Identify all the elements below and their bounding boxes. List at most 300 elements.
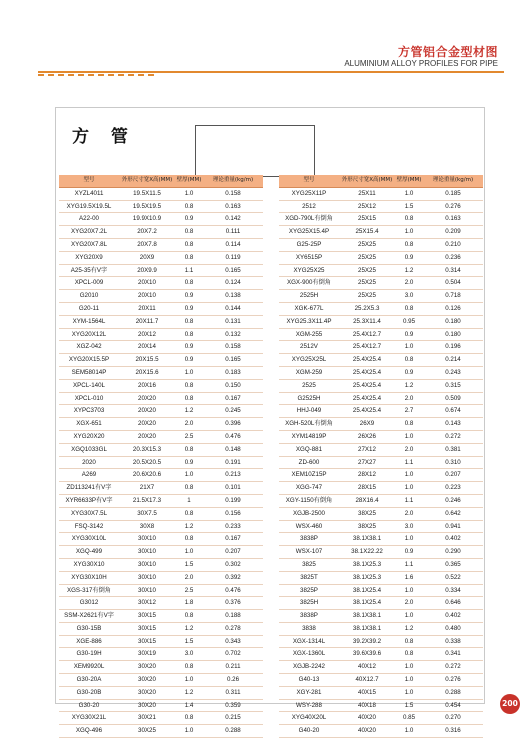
table-row bbox=[279, 366, 483, 379]
col-header-size: 外形尺寸宽X高(MM) bbox=[339, 175, 395, 187]
cell-model: XYG25.3X11.4P bbox=[279, 315, 339, 328]
cell-size: 30X7.5 bbox=[119, 507, 175, 520]
cell-size: 30X20 bbox=[119, 686, 175, 699]
cell-model: XYG30X10 bbox=[59, 558, 119, 571]
spec-table-right bbox=[279, 175, 483, 738]
cell-weight: 0.941 bbox=[423, 520, 483, 533]
cell-weight: 0.183 bbox=[203, 366, 263, 379]
cell-weight: 0.150 bbox=[203, 379, 263, 392]
cell-model: 3825 bbox=[279, 558, 339, 571]
cell-size: 25.4X25.4 bbox=[339, 354, 395, 367]
cell-thickness: 0.8 bbox=[175, 238, 203, 251]
table-row bbox=[279, 405, 483, 418]
cell-model: WSY-288 bbox=[279, 699, 339, 712]
content-panel bbox=[55, 107, 485, 735]
cell-model: XYZL4011 bbox=[59, 187, 119, 200]
cell-size: 19.5X19.5 bbox=[119, 200, 175, 213]
cell-size: 40X18 bbox=[339, 699, 395, 712]
cell-size: 27X27 bbox=[339, 456, 395, 469]
table-row bbox=[279, 507, 483, 520]
cell-size: 25X25 bbox=[339, 277, 395, 290]
cell-model: XEM9920L bbox=[59, 661, 119, 674]
cell-thickness: 1.0 bbox=[175, 469, 203, 482]
cell-model: XYM14819P bbox=[279, 430, 339, 443]
cell-model: G25-25P bbox=[279, 238, 339, 251]
table-row bbox=[59, 187, 263, 200]
table-row bbox=[59, 712, 263, 725]
table-row bbox=[279, 456, 483, 469]
cell-model: ZD113241有V字 bbox=[59, 482, 119, 495]
cell-model: XEM10Z15P bbox=[279, 469, 339, 482]
cell-model: 3825T bbox=[279, 571, 339, 584]
cell-weight: 0.207 bbox=[423, 469, 483, 482]
cell-weight: 0.191 bbox=[203, 456, 263, 469]
cell-thickness: 1.0 bbox=[395, 430, 423, 443]
cell-thickness: 1.2 bbox=[175, 622, 203, 635]
table-row bbox=[59, 635, 263, 648]
cell-size: 25.4X25.4 bbox=[339, 392, 395, 405]
cell-thickness: 1.0 bbox=[395, 482, 423, 495]
cell-size: 25X15 bbox=[339, 213, 395, 226]
cell-thickness: 1.1 bbox=[395, 494, 423, 507]
cell-weight: 0.278 bbox=[203, 622, 263, 635]
cell-weight: 0.343 bbox=[203, 635, 263, 648]
cell-size: 40X15 bbox=[339, 686, 395, 699]
table-row bbox=[279, 648, 483, 661]
cell-weight: 0.341 bbox=[423, 648, 483, 661]
cell-model: XYG30X10L bbox=[59, 533, 119, 546]
table-row bbox=[59, 648, 263, 661]
cell-size: 25.2X5.3 bbox=[339, 302, 395, 315]
table-row bbox=[279, 584, 483, 597]
cell-size: 21X7 bbox=[119, 482, 175, 495]
cell-thickness: 3.0 bbox=[395, 520, 423, 533]
table-row bbox=[279, 379, 483, 392]
cell-size: 20X10 bbox=[119, 277, 175, 290]
cell-thickness: 3.0 bbox=[395, 290, 423, 303]
cell-size: 26X9 bbox=[339, 418, 395, 431]
cell-size: 25X11 bbox=[339, 187, 395, 200]
cell-model: XGJB-2500 bbox=[279, 507, 339, 520]
table-row bbox=[59, 200, 263, 213]
cell-weight: 0.131 bbox=[203, 315, 263, 328]
table-row bbox=[59, 610, 263, 623]
table-row bbox=[279, 622, 483, 635]
cell-thickness: 0.85 bbox=[395, 712, 423, 725]
cell-thickness: 0.8 bbox=[395, 354, 423, 367]
table-row bbox=[59, 469, 263, 482]
cell-weight: 0.209 bbox=[423, 226, 483, 239]
table-row bbox=[59, 674, 263, 687]
cell-thickness: 0.9 bbox=[175, 456, 203, 469]
col-header-model: 型号 bbox=[279, 175, 339, 187]
cell-weight: 0.381 bbox=[423, 443, 483, 456]
cell-weight: 0.165 bbox=[203, 264, 263, 277]
cell-size: 20X20 bbox=[119, 418, 175, 431]
cell-model: XYG30X21L bbox=[59, 712, 119, 725]
cell-size: 28X15 bbox=[339, 482, 395, 495]
cell-model: 2525H bbox=[279, 290, 339, 303]
cell-size: 20X20 bbox=[119, 430, 175, 443]
cell-model: 2020 bbox=[59, 456, 119, 469]
cell-thickness: 1.2 bbox=[175, 520, 203, 533]
cell-size: 30X10 bbox=[119, 558, 175, 571]
cell-model: G40-20 bbox=[279, 725, 339, 738]
table-row bbox=[59, 482, 263, 495]
cell-model: XYG25X11P bbox=[279, 187, 339, 200]
cell-model: XY6515P bbox=[279, 251, 339, 264]
table-row bbox=[279, 277, 483, 290]
cell-size: 20X12 bbox=[119, 328, 175, 341]
cell-thickness: 1.0 bbox=[395, 226, 423, 239]
cell-size: 30X19 bbox=[119, 648, 175, 661]
table-row bbox=[279, 418, 483, 431]
cell-size: 20X10 bbox=[119, 290, 175, 303]
cell-thickness: 2.0 bbox=[395, 277, 423, 290]
cell-model: G2525H bbox=[279, 392, 339, 405]
cell-thickness: 0.8 bbox=[395, 302, 423, 315]
cell-weight: 0.119 bbox=[203, 251, 263, 264]
cell-thickness: 0.8 bbox=[175, 328, 203, 341]
cell-weight: 0.114 bbox=[203, 238, 263, 251]
cell-size: 28X16.4 bbox=[339, 494, 395, 507]
table-row bbox=[279, 469, 483, 482]
cell-size: 25X15.4 bbox=[339, 226, 395, 239]
cell-model: XYG20X20 bbox=[59, 430, 119, 443]
table-row bbox=[59, 558, 263, 571]
cell-thickness: 1.0 bbox=[395, 725, 423, 738]
cell-thickness: 0.9 bbox=[395, 366, 423, 379]
table-header-row bbox=[279, 175, 483, 187]
cell-thickness: 1.2 bbox=[395, 622, 423, 635]
cell-weight: 0.272 bbox=[423, 430, 483, 443]
table-row bbox=[279, 213, 483, 226]
table-row bbox=[59, 238, 263, 251]
cell-size: 20X11 bbox=[119, 302, 175, 315]
cell-model: 2512 bbox=[279, 200, 339, 213]
cell-model: XGX-651 bbox=[59, 418, 119, 431]
cell-size: 20X20 bbox=[119, 392, 175, 405]
table-row bbox=[279, 302, 483, 315]
cell-size: 30X10 bbox=[119, 584, 175, 597]
cell-model: A25-35有V字 bbox=[59, 264, 119, 277]
cell-weight: 0.142 bbox=[203, 213, 263, 226]
cell-size: 27X12 bbox=[339, 443, 395, 456]
cell-model: XGM-255 bbox=[279, 328, 339, 341]
table-row bbox=[59, 597, 263, 610]
cell-weight: 0.233 bbox=[203, 520, 263, 533]
cell-weight: 0.646 bbox=[423, 597, 483, 610]
table-row bbox=[279, 610, 483, 623]
cell-model: XGH-520L有倒角 bbox=[279, 418, 339, 431]
cell-thickness: 2.0 bbox=[395, 597, 423, 610]
cell-size: 20X15.5 bbox=[119, 354, 175, 367]
cell-size: 20X7.8 bbox=[119, 238, 175, 251]
table-row bbox=[59, 546, 263, 559]
cell-weight: 0.509 bbox=[423, 392, 483, 405]
cell-model: XGM-259 bbox=[279, 366, 339, 379]
cell-thickness: 0.8 bbox=[395, 238, 423, 251]
cell-size: 38.1X38.1 bbox=[339, 533, 395, 546]
cell-model: XGG-747 bbox=[279, 482, 339, 495]
cell-thickness: 2.0 bbox=[395, 392, 423, 405]
cell-size: 30X10 bbox=[119, 533, 175, 546]
cell-model: XYG25X25L bbox=[279, 354, 339, 367]
section-title: 方 管 bbox=[72, 127, 136, 147]
cell-weight: 0.148 bbox=[203, 443, 263, 456]
cell-size: 25.4X12.7 bbox=[339, 341, 395, 354]
cell-model: XYR6633P有V字 bbox=[59, 494, 119, 507]
cell-weight: 0.480 bbox=[423, 622, 483, 635]
cell-size: 30X10 bbox=[119, 546, 175, 559]
table-row bbox=[279, 674, 483, 687]
cell-thickness: 0.8 bbox=[395, 418, 423, 431]
cell-model: 2525 bbox=[279, 379, 339, 392]
cell-thickness: 0.9 bbox=[175, 213, 203, 226]
table-row bbox=[279, 520, 483, 533]
table-row bbox=[279, 571, 483, 584]
cell-weight: 0.101 bbox=[203, 482, 263, 495]
cell-model: 2512V bbox=[279, 341, 339, 354]
cell-weight: 0.376 bbox=[203, 597, 263, 610]
cell-weight: 0.270 bbox=[423, 712, 483, 725]
cell-size: 20X11.7 bbox=[119, 315, 175, 328]
cell-thickness: 1.8 bbox=[175, 597, 203, 610]
cell-model: XGZ-042 bbox=[59, 341, 119, 354]
table-row bbox=[279, 546, 483, 559]
cell-model: XYG20X7.2L bbox=[59, 226, 119, 239]
cell-weight: 0.315 bbox=[423, 379, 483, 392]
cell-model: XYG20X15.5P bbox=[59, 354, 119, 367]
cell-model: XGQ-496 bbox=[59, 725, 119, 738]
cell-thickness: 1.1 bbox=[395, 558, 423, 571]
cell-weight: 0.276 bbox=[423, 674, 483, 687]
cell-weight: 0.211 bbox=[203, 661, 263, 674]
cell-model: XGQ1033GL bbox=[59, 443, 119, 456]
cell-thickness: 0.8 bbox=[175, 379, 203, 392]
cell-model: 3838P bbox=[279, 533, 339, 546]
cell-model: G2010 bbox=[59, 290, 119, 303]
cell-model: A269 bbox=[59, 469, 119, 482]
cell-size: 20X9 bbox=[119, 251, 175, 264]
table-row bbox=[279, 354, 483, 367]
header-rule bbox=[38, 71, 504, 73]
cell-model: G20-11 bbox=[59, 302, 119, 315]
cell-size: 21.5X17.3 bbox=[119, 494, 175, 507]
table-row bbox=[59, 251, 263, 264]
cell-size: 25.4X25.4 bbox=[339, 405, 395, 418]
table-row bbox=[59, 392, 263, 405]
table-row bbox=[279, 238, 483, 251]
cell-size: 20X15.6 bbox=[119, 366, 175, 379]
table-row bbox=[59, 430, 263, 443]
cell-model: 3825H bbox=[279, 597, 339, 610]
cell-weight: 0.310 bbox=[423, 456, 483, 469]
cell-thickness: 2.0 bbox=[175, 418, 203, 431]
cell-thickness: 1.4 bbox=[175, 699, 203, 712]
cell-thickness: 0.9 bbox=[395, 546, 423, 559]
table-row bbox=[59, 520, 263, 533]
cell-weight: 0.138 bbox=[203, 290, 263, 303]
cell-size: 20X16 bbox=[119, 379, 175, 392]
cell-size: 25X25 bbox=[339, 290, 395, 303]
cell-model: WSX-107 bbox=[279, 546, 339, 559]
cell-size: 38.1X22.22 bbox=[339, 546, 395, 559]
cell-size: 19.5X11.5 bbox=[119, 187, 175, 200]
cell-weight: 0.476 bbox=[203, 584, 263, 597]
cell-weight: 0.718 bbox=[423, 290, 483, 303]
cell-thickness: 0.8 bbox=[175, 443, 203, 456]
table-row bbox=[59, 366, 263, 379]
table-row bbox=[59, 507, 263, 520]
cell-thickness: 1.0 bbox=[175, 546, 203, 559]
cell-model: XPCL-009 bbox=[59, 277, 119, 290]
cell-weight: 0.165 bbox=[203, 354, 263, 367]
cell-weight: 0.338 bbox=[423, 635, 483, 648]
cell-thickness: 2.5 bbox=[175, 430, 203, 443]
cell-weight: 0.167 bbox=[203, 392, 263, 405]
table-row bbox=[279, 597, 483, 610]
col-header-weight: 理论重量(kg/m) bbox=[423, 175, 483, 187]
cell-model: XGS-317有倒角 bbox=[59, 584, 119, 597]
cell-weight: 0.288 bbox=[423, 686, 483, 699]
cell-thickness: 0.95 bbox=[395, 315, 423, 328]
col-header-thickness: 壁厚(MM) bbox=[175, 175, 203, 187]
cell-model: XYG19.5X19.5L bbox=[59, 200, 119, 213]
table-row bbox=[279, 200, 483, 213]
cell-model: HHJ-049 bbox=[279, 405, 339, 418]
cell-weight: 0.213 bbox=[203, 469, 263, 482]
table-row bbox=[59, 379, 263, 392]
cell-weight: 0.163 bbox=[423, 213, 483, 226]
cell-size: 38.1X25.4 bbox=[339, 584, 395, 597]
cell-thickness: 1.1 bbox=[175, 264, 203, 277]
cell-model: XGE-886 bbox=[59, 635, 119, 648]
cell-size: 25.4X25.4 bbox=[339, 379, 395, 392]
cell-size: 30X10 bbox=[119, 571, 175, 584]
cell-thickness: 0.8 bbox=[395, 648, 423, 661]
cell-model: 3838P bbox=[279, 610, 339, 623]
table-row bbox=[279, 226, 483, 239]
cell-size: 25X12 bbox=[339, 200, 395, 213]
cell-model: SSM-X2621有V字 bbox=[59, 610, 119, 623]
cell-size: 30X8 bbox=[119, 520, 175, 533]
table-row bbox=[59, 277, 263, 290]
cell-weight: 0.26 bbox=[203, 674, 263, 687]
cell-thickness: 0.8 bbox=[395, 635, 423, 648]
cell-size: 30X15 bbox=[119, 610, 175, 623]
cell-weight: 0.167 bbox=[203, 533, 263, 546]
cell-weight: 0.316 bbox=[423, 725, 483, 738]
cell-weight: 0.359 bbox=[203, 699, 263, 712]
cell-thickness: 0.8 bbox=[175, 315, 203, 328]
cell-size: 40X20 bbox=[339, 712, 395, 725]
cell-model: XYG20X12L bbox=[59, 328, 119, 341]
cell-model: XYPC3703 bbox=[59, 405, 119, 418]
cell-thickness: 1.0 bbox=[395, 469, 423, 482]
cell-thickness: 1.0 bbox=[395, 341, 423, 354]
cell-model: XYG20X9 bbox=[59, 251, 119, 264]
cell-weight: 0.504 bbox=[423, 277, 483, 290]
cell-model: G40-13 bbox=[279, 674, 339, 687]
cell-weight: 0.185 bbox=[423, 187, 483, 200]
table-row bbox=[59, 584, 263, 597]
cell-thickness: 1.0 bbox=[395, 686, 423, 699]
header-dash-rule bbox=[38, 74, 158, 76]
cell-weight: 0.163 bbox=[203, 200, 263, 213]
cell-model: XGX-1360L bbox=[279, 648, 339, 661]
cell-thickness: 1.0 bbox=[175, 366, 203, 379]
cell-size: 39.6X39.6 bbox=[339, 648, 395, 661]
cell-model: XYG30X7.5L bbox=[59, 507, 119, 520]
table-row bbox=[279, 482, 483, 495]
cell-thickness: 1 bbox=[175, 494, 203, 507]
table-row bbox=[279, 264, 483, 277]
cell-weight: 0.245 bbox=[203, 405, 263, 418]
cell-thickness: 1.2 bbox=[175, 686, 203, 699]
cell-size: 20X14 bbox=[119, 341, 175, 354]
table-row bbox=[279, 494, 483, 507]
table-row bbox=[59, 213, 263, 226]
cell-weight: 0.476 bbox=[203, 430, 263, 443]
table-row bbox=[279, 392, 483, 405]
cell-weight: 0.402 bbox=[423, 533, 483, 546]
cell-weight: 0.642 bbox=[423, 507, 483, 520]
header-title-cn: 方管铝合金型材图 bbox=[397, 45, 498, 59]
cell-size: 30X20 bbox=[119, 661, 175, 674]
table-row bbox=[279, 315, 483, 328]
cell-thickness: 1.5 bbox=[175, 635, 203, 648]
table-row bbox=[59, 533, 263, 546]
cell-thickness: 1.0 bbox=[395, 661, 423, 674]
cell-size: 40X12.7 bbox=[339, 674, 395, 687]
cell-thickness: 2.0 bbox=[395, 507, 423, 520]
cell-size: 30X20 bbox=[119, 674, 175, 687]
table-row bbox=[279, 725, 483, 738]
cell-thickness: 1.5 bbox=[395, 200, 423, 213]
cell-size: 38X25 bbox=[339, 507, 395, 520]
cell-model: XGY-1150有倒角 bbox=[279, 494, 339, 507]
table-row bbox=[59, 571, 263, 584]
cell-size: 38.1X25.3 bbox=[339, 571, 395, 584]
cell-weight: 0.272 bbox=[423, 661, 483, 674]
cell-thickness: 1.0 bbox=[395, 187, 423, 200]
cell-size: 20.5X20.5 bbox=[119, 456, 175, 469]
cell-weight: 0.210 bbox=[423, 238, 483, 251]
cell-weight: 0.188 bbox=[203, 610, 263, 623]
col-header-model: 型号 bbox=[59, 175, 119, 187]
cell-weight: 0.276 bbox=[423, 200, 483, 213]
cell-size: 25.4X12.7 bbox=[339, 328, 395, 341]
cell-thickness: 1.2 bbox=[175, 405, 203, 418]
cell-size: 30X15 bbox=[119, 635, 175, 648]
cell-weight: 0.246 bbox=[423, 494, 483, 507]
cell-thickness: 1.5 bbox=[175, 558, 203, 571]
cell-thickness: 0.8 bbox=[175, 226, 203, 239]
cell-weight: 0.158 bbox=[203, 187, 263, 200]
cell-model: XYG20X7.8L bbox=[59, 238, 119, 251]
page-number: 200 bbox=[500, 694, 520, 714]
cell-weight: 0.365 bbox=[423, 558, 483, 571]
cell-weight: 0.214 bbox=[423, 354, 483, 367]
table-row bbox=[59, 341, 263, 354]
cell-model: ZD-600 bbox=[279, 456, 339, 469]
table-row bbox=[279, 558, 483, 571]
cell-model: FSQ-3142 bbox=[59, 520, 119, 533]
cell-thickness: 0.9 bbox=[175, 341, 203, 354]
cell-model: G30-20 bbox=[59, 699, 119, 712]
cell-size: 28X12 bbox=[339, 469, 395, 482]
